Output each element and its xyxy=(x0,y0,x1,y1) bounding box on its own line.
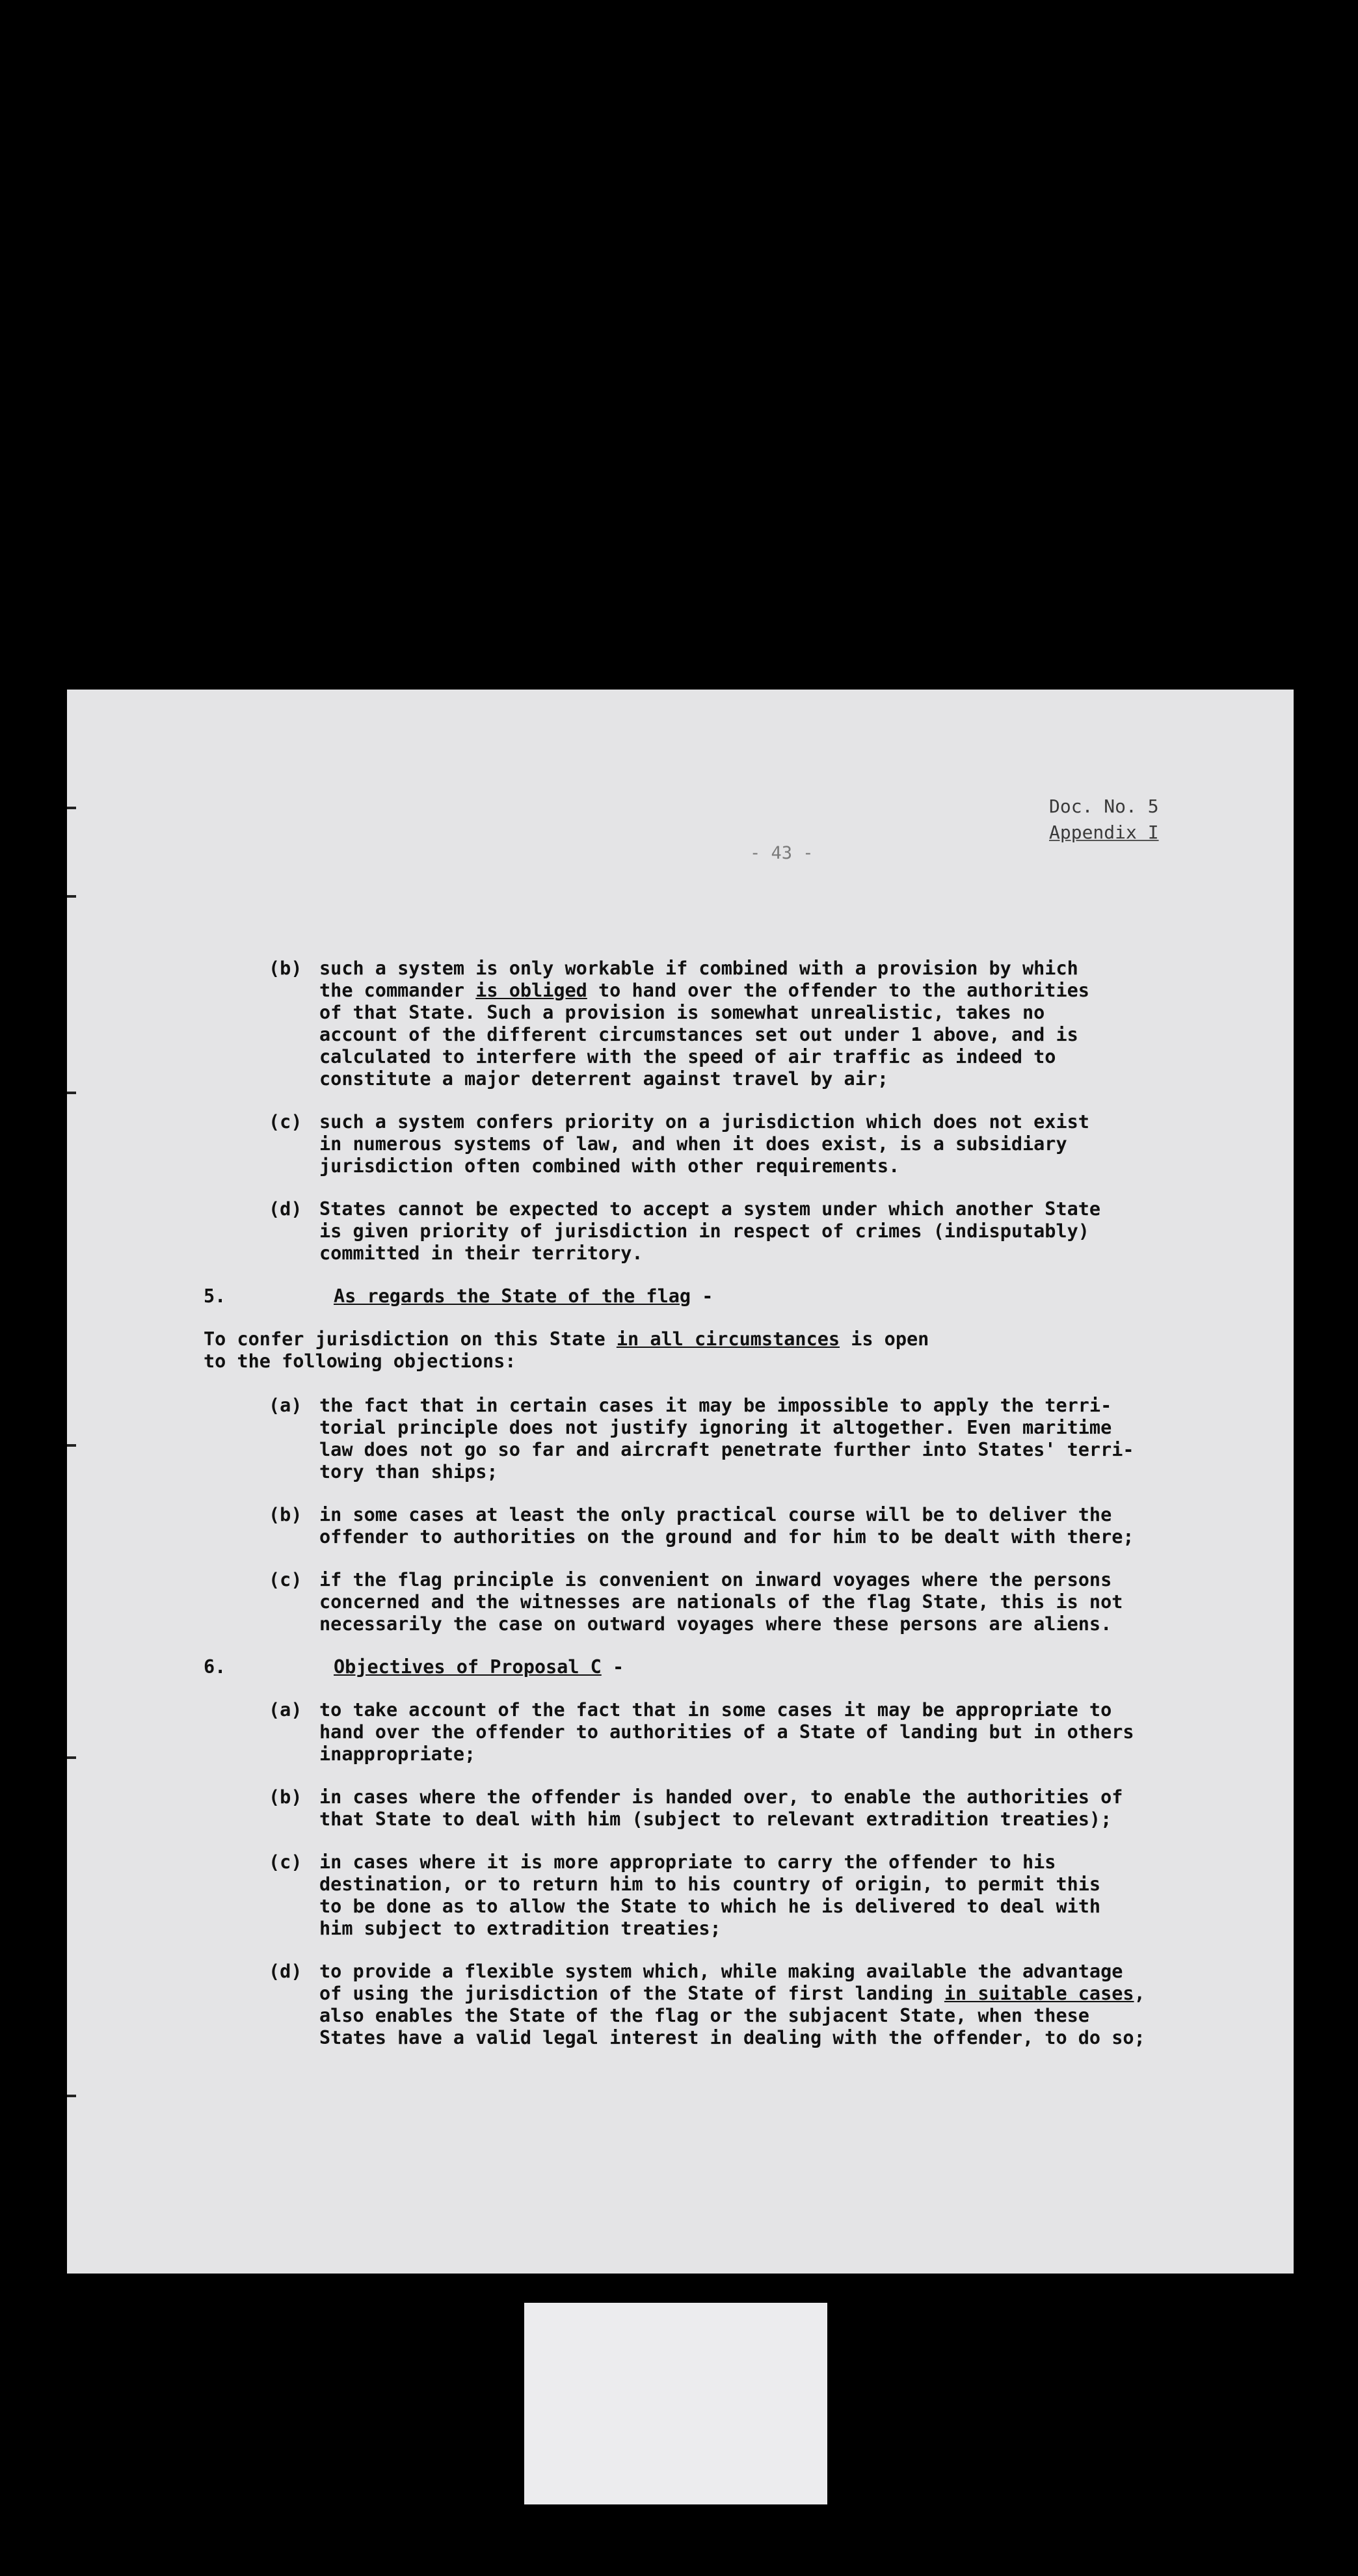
item-text: in cases where the offender is handed over, to enable the authorities of that State to deal with him (subject to relevant extradition treaties); xyxy=(319,1786,1123,1830)
edge-mark xyxy=(67,895,76,898)
edge-mark xyxy=(67,807,76,809)
item-marker: (b) xyxy=(269,1786,302,1808)
emphasis: is obliged xyxy=(475,980,587,1001)
list-item xyxy=(269,1111,1270,1177)
edge-mark xyxy=(67,1092,76,1094)
item-marker: (b) xyxy=(269,958,302,979)
list-item xyxy=(269,1395,1270,1483)
item-text: States cannot be expected to accept a system under which another State is given priority of jurisdiction in respect of crimes (indisputably) committed in their territory. xyxy=(319,1198,1101,1264)
list-item xyxy=(269,1699,1270,1765)
item-text: to provide a flexible system which, while making available the advantage of using the jurisdiction of the State of first landing in suitable cases, also enables the State of the flag or the subjacent State, when these States have a valid legal interest in dealing with the offender, to do so; xyxy=(319,1961,1145,2048)
item-text: if the flag principle is convenient on inward voyages where the persons concerned and the witnesses are nationals of the flag State, this is not necessarily the case on outward voyages where these persons are aliens. xyxy=(319,1569,1123,1635)
section-number: 6. xyxy=(204,1656,226,1678)
section-heading: 5. As regards the State of the flag - xyxy=(204,1285,713,1307)
item-marker: (d) xyxy=(269,1961,302,1982)
item-text: such a system is only workable if combined with a provision by which the commander is obliged to hand over the offender to the authorities of that State. Such a provision is somewhat unrealistic, takes no account of the different circumstances set out under 1 above, and is calculated to interfere with the speed of air traffic as indeed to constitute a major deterrent against travel by air; xyxy=(319,958,1089,1090)
section-number: 5. xyxy=(204,1285,226,1307)
section-title: As regards the State of the flag xyxy=(334,1285,691,1307)
document-reference xyxy=(1049,794,1159,846)
item-marker: (a) xyxy=(269,1395,302,1416)
edge-mark xyxy=(67,1756,76,1759)
page-number: - 43 - xyxy=(750,843,814,863)
list-item xyxy=(269,1504,1270,1548)
edge-mark xyxy=(67,1444,76,1447)
item-marker: (c) xyxy=(269,1111,302,1133)
appendix-label: Appendix I xyxy=(1049,822,1159,843)
edge-mark xyxy=(67,2095,76,2097)
item-text: in some cases at least the only practical course will be to deliver the offender to authorities on the ground and for him to be dealt with there; xyxy=(319,1504,1134,1548)
emphasis: in all circumstances xyxy=(616,1328,840,1350)
item-text: the fact that in certain cases it may be impossible to apply the terri- torial principle does not justify ignoring it altogether. Even maritime law does not go so far and aircraft penetrate further into States' terri- tory than ships; xyxy=(319,1395,1134,1483)
document-page xyxy=(67,690,1294,2274)
section-intro: To confer jurisdiction on this State in all circumstances is open to the following objections: xyxy=(204,1328,929,1372)
item-text: such a system confers priority on a jurisdiction which does not exist in numerous systems of law, and when it does exist, is a subsidiary jurisdiction often combined with other requirements. xyxy=(319,1111,1089,1177)
list-item xyxy=(269,958,1270,1090)
item-marker: (d) xyxy=(269,1198,302,1220)
list-item xyxy=(269,1961,1270,2049)
emphasis: in suitable cases xyxy=(944,1983,1134,2004)
item-text: to take account of the fact that in some cases it may be appropriate to hand over the offender to authorities of a State of landing but in others inappropriate; xyxy=(319,1699,1134,1765)
list-item xyxy=(269,1851,1270,1940)
list-item xyxy=(269,1786,1270,1831)
section-heading: 6. Objectives of Proposal C - xyxy=(204,1656,624,1678)
item-marker: (a) xyxy=(269,1699,302,1721)
doc-number: Doc. No. 5 xyxy=(1049,796,1159,817)
document-body xyxy=(204,958,1270,2070)
item-marker: (c) xyxy=(269,1851,302,1873)
list-item xyxy=(269,1198,1270,1265)
section-title: Objectives of Proposal C xyxy=(334,1656,602,1678)
blank-card xyxy=(524,2303,827,2504)
item-marker: (c) xyxy=(269,1569,302,1590)
list-item xyxy=(269,1569,1270,1635)
item-text: in cases where it is more appropriate to carry the offender to his destination, or to return him to his country of origin, to permit this to be done as to allow the State to which he is delivered to deal with him subject to extradition treaties; xyxy=(319,1851,1101,1939)
item-marker: (b) xyxy=(269,1504,302,1525)
